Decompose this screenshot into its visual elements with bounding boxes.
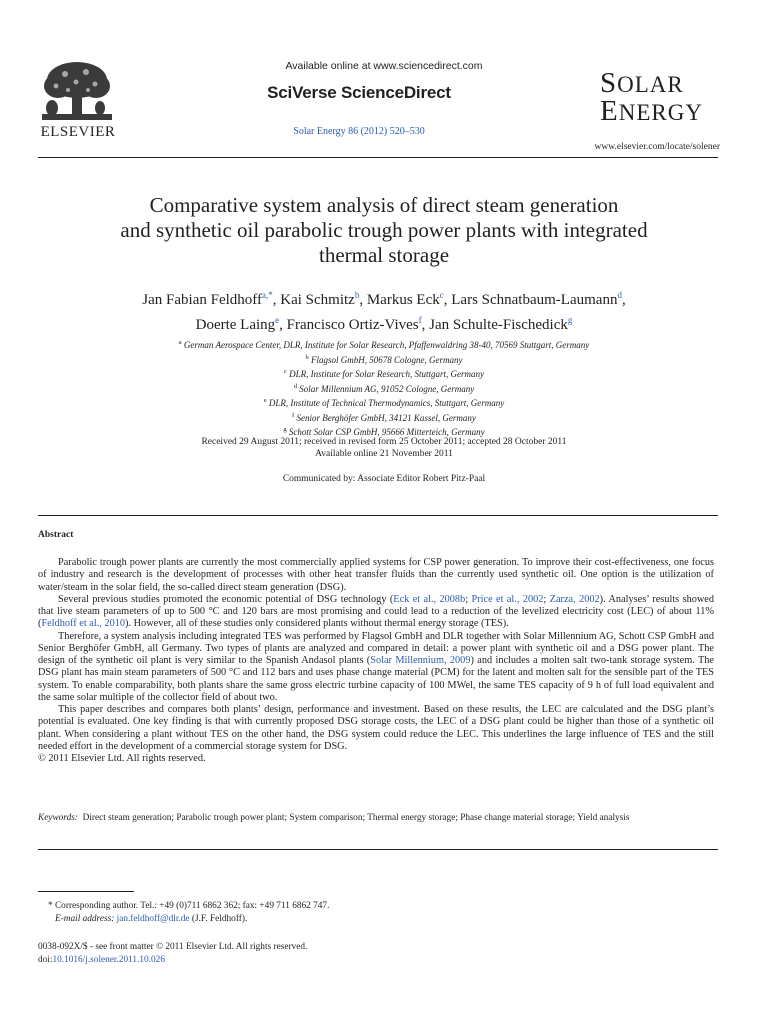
received-dates: Received 29 August 2011; received in revised form 25 October 2011; accepted 28 October 2011 [201,437,567,447]
title-line-1: Comparative system analysis of direct steam generation [149,193,619,217]
journal-name-cap-2: E [600,95,619,127]
abstract-bottom-divider [38,849,718,850]
abstract-heading: Abstract [38,530,74,540]
author-name: Jan Schulte-Fischedick [429,317,568,333]
author-affiliation-mark[interactable]: f [418,315,422,325]
abstract-top-divider [38,515,718,516]
footnote [48,900,728,925]
author-list [40,285,728,335]
citation-link[interactable]: Zarza, 2002 [549,593,600,605]
author-name: Jan Fabian Feldhoff [142,292,263,308]
author-affiliation-mark[interactable]: g [567,315,573,325]
keywords-label: Keywords: [38,813,78,823]
citation-link[interactable]: Eck et al., 2008b [393,593,466,605]
author-affiliation-mark[interactable]: c [439,290,444,300]
issn-block [38,941,718,966]
journal-name-rest-1: OLAR [617,72,684,97]
author-affiliation-mark[interactable]: e [275,315,280,325]
citation-link[interactable]: Solar Millennium, 2009 [370,655,471,666]
author-name: Markus Eck [366,292,440,308]
affiliation-item: $^e$ DLR, Institute of Technical Thermodynamics, Stuttgart, Germany [263,397,505,408]
journal-name-cap-1: S [600,67,618,99]
publisher-logo-text: ELSEVIER [40,124,116,140]
issn-line: 0038-092X/$ - see front matter © 2011 Elsevier Ltd. All rights reserved. [38,942,308,952]
email-label: E-mail address: [54,913,115,924]
email-link[interactable]: jan.feldhoff@dlr.de [116,913,190,924]
citation-link[interactable]: Price et al., 2002 [471,593,544,605]
citation-link[interactable]: Feldhoff et al., 2010 [41,618,126,630]
doi-link[interactable]: 10.1016/j.solener.2011.10.026 [52,954,165,965]
abstract-paragraph: This paper describes and compares both plants’ design, performance and investment. Based on these results, the LEC are calculated and the DSG plant’s potential is evaluated. One key finding is that with currently proposed DSG storage costs, the LEC of a DSG plant could be higher than those of a synthetic oil plant. When considering a plant without TES on the other hand, the DSG system could reduce the LEC. This underlines the large influence of TES and the still needed effort in the development of a commercial storage system for DSG. [38,704,714,752]
available-online-text: Available online at www.sciencedirect.com [285,60,483,72]
title-line-3: thermal storage [318,243,450,267]
journal-reference-link[interactable]: Solar Energy 86 (2012) 520–530 [293,126,425,137]
header-divider [38,157,718,158]
abstract-paragraph: Parabolic trough power plants are currently the most commercially applied systems for CSP power generation. To improve their cost-effectiveness, one focus of industry and research is the development of processes with other heat transfer fluids than the currently used synthetic oil. One option is the utilization of water/steam in the solar field, the so-called direct steam generation (DSG). [38,557,714,593]
author-name: Kai Schmitz [280,292,355,308]
affiliation-list [40,337,728,439]
affiliation-item: $^d$ Solar Millennium AG, 91052 Cologne, Germany [293,382,475,394]
corresponding-author: * Corresponding author. Tel.: +49 (0)711 6862 362; fax: +49 711 6862 747. [48,901,330,911]
abstract-paragraph: Therefore, a system analysis including integrated TES was performed by Flagsol GmbH and DLR together with Solar Millennium AG, Schott CSP GmbH and Senior Berghöfer GmbH, all Germany. Two types of plants are analyzed and compared in detail: a power plant with synthetic oil and a DSG power plant. The design of the synthetic oil plant is very similar to the Spanish Andasol plants (Solar Millennium, 2009) and includes a molten salt two-tank storage system. The DSG plant has main steam parameters of 500 °C and 112 bars and uses phase change material (PCM) for the latent and molten salt for the sensible part of the TES system. To enable comparability, both plants share the same gross electric turbine capacity of 100 MWel, the same TES capacity of 9 h of full load equivalent and the same solar multiple of the collector field of about two. [38,630,714,703]
keywords-list: Direct steam generation; Parabolic trough power plant; System comparison; Thermal energy storage; Phase change material storage; Yield analysis [82,813,630,823]
doi-line: doi:10.1016/j.solener.2011.10.026 [38,954,165,965]
abstract-paragraph: Several previous studies promoted the economic potential of DSG technology (Eck et al., 2008b; Price et al., 2002; Zarza, 2002). Analyses’ results showed that live steam parameters of up to 500 °C and 120 bars are most promising and could lead to a reduction of the levelized electricity cost (LEC) of about 11% (Feldhoff et al., 2010). However, all of these studies only considered plants without thermal energy storage (TES). [38,593,715,630]
affiliation-item: $^a$ German Aerospace Center, DLR, Institute for Solar Research, Pfaffenwaldring 38-40, 70569 Stuttgart, Germany [178,339,590,350]
title-line-2: and synthetic oil parabolic trough power plants with integrated [120,218,648,242]
journal-name [600,67,720,127]
footnote-divider [38,891,134,892]
author-line-2: Doerte Laing$^e$, Francisco Ortiz-Vives$^f$, Jan Schulte-Fischedick$^g$ [195,315,573,333]
journal-url[interactable]: www.elsevier.com/locate/solener [594,142,720,152]
affiliation-item: $^c$ DLR, Institute for Solar Research, Stuttgart, Germany [283,368,485,379]
affiliation-item: $^g$ Schott Solar CSP GmbH, 95666 Mitterteich, Germany [283,426,485,437]
email-line: E-mail address: jan.feldhoff@dlr.de (J.F. Feldhoff). [54,913,248,924]
affiliation-item: $^b$ Flagsol GmbH, 50678 Cologne, Germany [305,353,463,365]
article-title [40,193,728,268]
abstract-body [38,557,714,765]
author-affiliation-mark[interactable]: a,* [262,290,273,300]
author-affiliation-mark[interactable]: b [354,290,360,300]
keywords [38,812,714,825]
abstract-copyright: © 2011 Elsevier Ltd. All rights reserved. [38,753,206,764]
author-name: Doerte Laing [195,317,276,333]
author-name: Lars Schnatbaum-Laumann [451,292,618,308]
journal-name-rest-2: NERGY [618,100,703,125]
author-affiliation-mark[interactable]: d [617,290,622,300]
available-date: Available online 21 November 2011 [315,449,453,459]
author-name: Francisco Ortiz-Vives [286,317,419,333]
author-line-1: Jan Fabian Feldhoff$^{a,*}$, Kai Schmitz$^b$, Markus Eck$^c$, Lars Schnatbaum-Laumann$^d$, [142,290,626,308]
affiliation-item: $^f$ Senior Berghöfer GmbH, 34121 Kassel, Germany [292,411,476,423]
platform-name[interactable]: SciVerse ScienceDirect [267,83,451,102]
article-dates [40,436,728,460]
communicated-by: Communicated by: Associate Editor Robert Pitz-Paal [282,474,486,484]
